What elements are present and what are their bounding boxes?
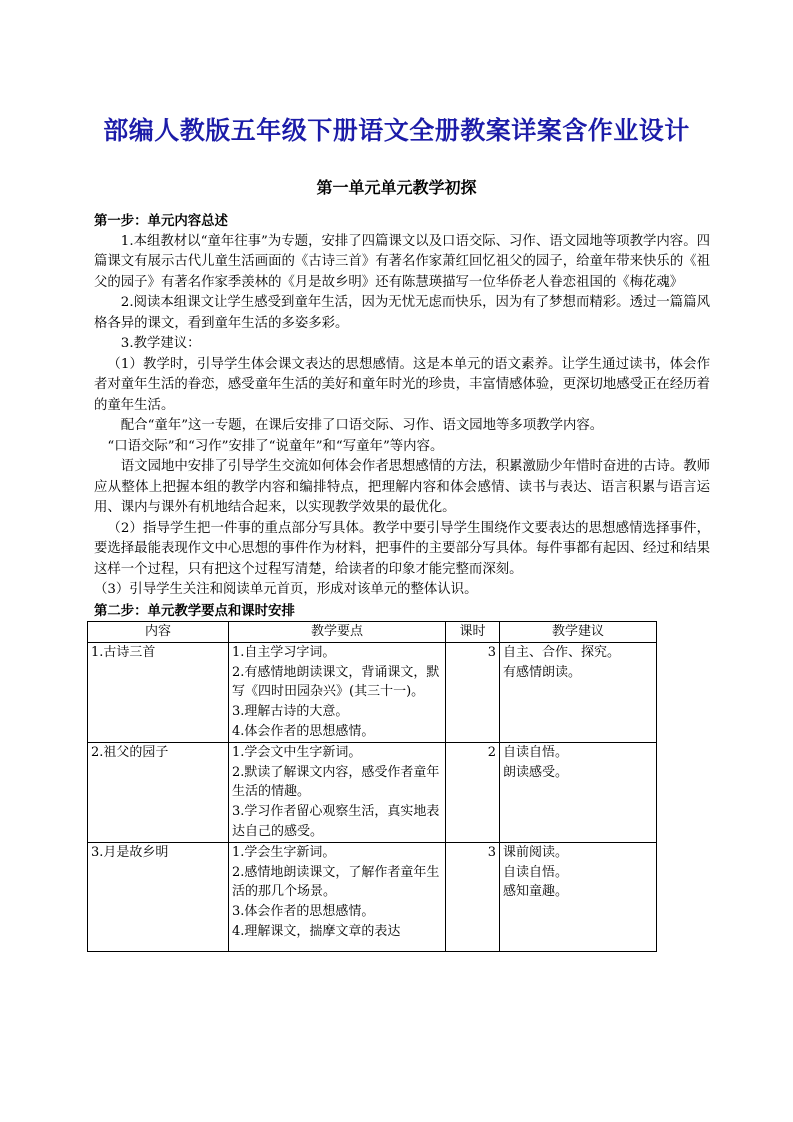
paragraph: 配合“童年”这一专题，在课后安排了口语交际、习作、语文园地等多项教学内容。 bbox=[120, 418, 604, 433]
teaching-point: 3.体会作者的思想感情。 bbox=[232, 904, 375, 920]
teaching-point: 2.感情地朗读课文，了解作者童年生活的那几个场景。 bbox=[232, 864, 440, 900]
suggestion: 课前阅读。 bbox=[503, 844, 569, 860]
lesson-content-cell: 2.祖父的园子 bbox=[88, 742, 229, 842]
suggestion: 自读自悟。 bbox=[503, 864, 569, 880]
lesson-content-cell: 1.古诗三首 bbox=[88, 642, 229, 742]
column-header-hours: 课时 bbox=[446, 622, 500, 643]
teaching-point: 2.有感情地朗读课文，背诵课文，默写《四时田园杂兴》(其三十一)。 bbox=[232, 664, 440, 700]
teaching-point: 3.理解古诗的大意。 bbox=[232, 704, 349, 720]
suggestion: 自主、合作、探究。 bbox=[503, 644, 621, 660]
suggestion: 有感情朗读。 bbox=[503, 664, 582, 680]
column-header-points: 教学要点 bbox=[229, 622, 446, 643]
lesson-hours-cell: 2 bbox=[446, 742, 500, 842]
teaching-point: 4.理解课文，揣摩文章的表达 bbox=[232, 923, 401, 939]
table-header-row bbox=[88, 622, 657, 643]
suggestions-cell bbox=[500, 842, 657, 951]
step2-heading: 第二步：单元教学要点和课时安排 bbox=[94, 602, 295, 619]
lesson-content-cell: 3.月是故乡明 bbox=[88, 842, 229, 951]
table-row bbox=[88, 742, 657, 842]
teaching-point: 1.学会文中生字新词。 bbox=[232, 744, 362, 760]
document-body bbox=[91, 211, 710, 952]
paragraph: 语文园地中安排了引导学生交流如何体会作者思想感情的方法，积累激励少年惜时奋进的古诗。教师应从整体上把握本组的教学内容和编排特点，把理解内容和体会感情、读书与表达、语言积累与语言运用、课内与课外有机地结合起来，以实现教学效果的最优化。 bbox=[94, 459, 710, 515]
schedule-table bbox=[87, 621, 657, 952]
column-header-suggestions: 教学建议 bbox=[500, 622, 657, 643]
suggestions-cell bbox=[500, 642, 657, 742]
document-title: 部编人教版五年级下册语文全册教案详案含作业设计 bbox=[103, 116, 690, 145]
suggestion: 感知童趣。 bbox=[503, 884, 569, 900]
teaching-point: 2.默读了解课文内容，感受作者童年生活的情趣。 bbox=[232, 764, 440, 800]
step1-heading: 第一步：单元内容总述 bbox=[94, 213, 228, 229]
teaching-point: 1.自主学习字词。 bbox=[232, 644, 336, 660]
teaching-point: 3.学习作者留心观察生活，真实地表达自己的感受。 bbox=[232, 804, 440, 839]
teaching-point: 4.体会作者的思想感情。 bbox=[232, 723, 375, 739]
column-header-content: 内容 bbox=[88, 622, 229, 643]
suggestion: 朗读感受。 bbox=[503, 764, 569, 780]
suggestions-cell bbox=[500, 742, 657, 842]
teaching-point: 1.学会生字新词。 bbox=[232, 844, 336, 860]
paragraph: （3）引导学生关注和阅读单元首页，形成对该单元的整体认识。 bbox=[94, 582, 478, 597]
paragraph: “口语交际”和“习作”安排了“说童年”和“写童年”等内容。 bbox=[107, 438, 444, 454]
lesson-hours-cell: 3 bbox=[446, 842, 500, 951]
teaching-points-cell bbox=[229, 842, 446, 951]
unit-title: 第一单元单元教学初探 bbox=[316, 178, 477, 197]
suggestion: 自读自悟。 bbox=[503, 744, 569, 760]
teaching-points-cell bbox=[229, 642, 446, 742]
table-row bbox=[88, 842, 657, 951]
paragraph: 2.阅读本组课文让学生感受到童年生活，因为无忧无虑而快乐，因为有了梦想而精彩。透过一篇篇风格各异的课文，看到童年生活的多姿多彩。 bbox=[94, 295, 710, 331]
lesson-hours-cell: 3 bbox=[446, 642, 500, 742]
table-row bbox=[88, 642, 657, 742]
paragraph: （2）指导学生把一件事的重点部分写具体。教学中要引导学生围绕作文要表达的思想感情选择事件，要选择最能表现作文中心思想的事件作为材料，把事件的主要部分写具体。每件事都有起因、经过和结果这样一个过程，只有把这个过程写清楚，给读者的印象才能完整而深刻。 bbox=[94, 520, 710, 577]
teaching-points-cell bbox=[229, 742, 446, 842]
paragraph: （1）教学时，引导学生体会课文表达的思想感情。这是本单元的语文素养。让学生通过读书，体会作者对童年生活的眷恋，感受童年生活的美好和童年时光的珍贵，丰富情感体验，更深切地感受正在经历着的童年生活。 bbox=[94, 356, 710, 413]
paragraph: 3.教学建议： bbox=[120, 336, 201, 351]
paragraph: 1.本组教材以“童年往事”为专题，安排了四篇课文以及口语交际、习作、语文园地等项教学内容。四篇课文有展示古代儿童生活画面的《古诗三首》有著名作家萧红回忆祖父的园子，给童年带来快乐的《祖父的园子》有著名作家季羡林的《月是故乡明》还有陈慧瑛描写一位华侨老人眷恋祖国的《梅花魂》 bbox=[94, 233, 710, 290]
